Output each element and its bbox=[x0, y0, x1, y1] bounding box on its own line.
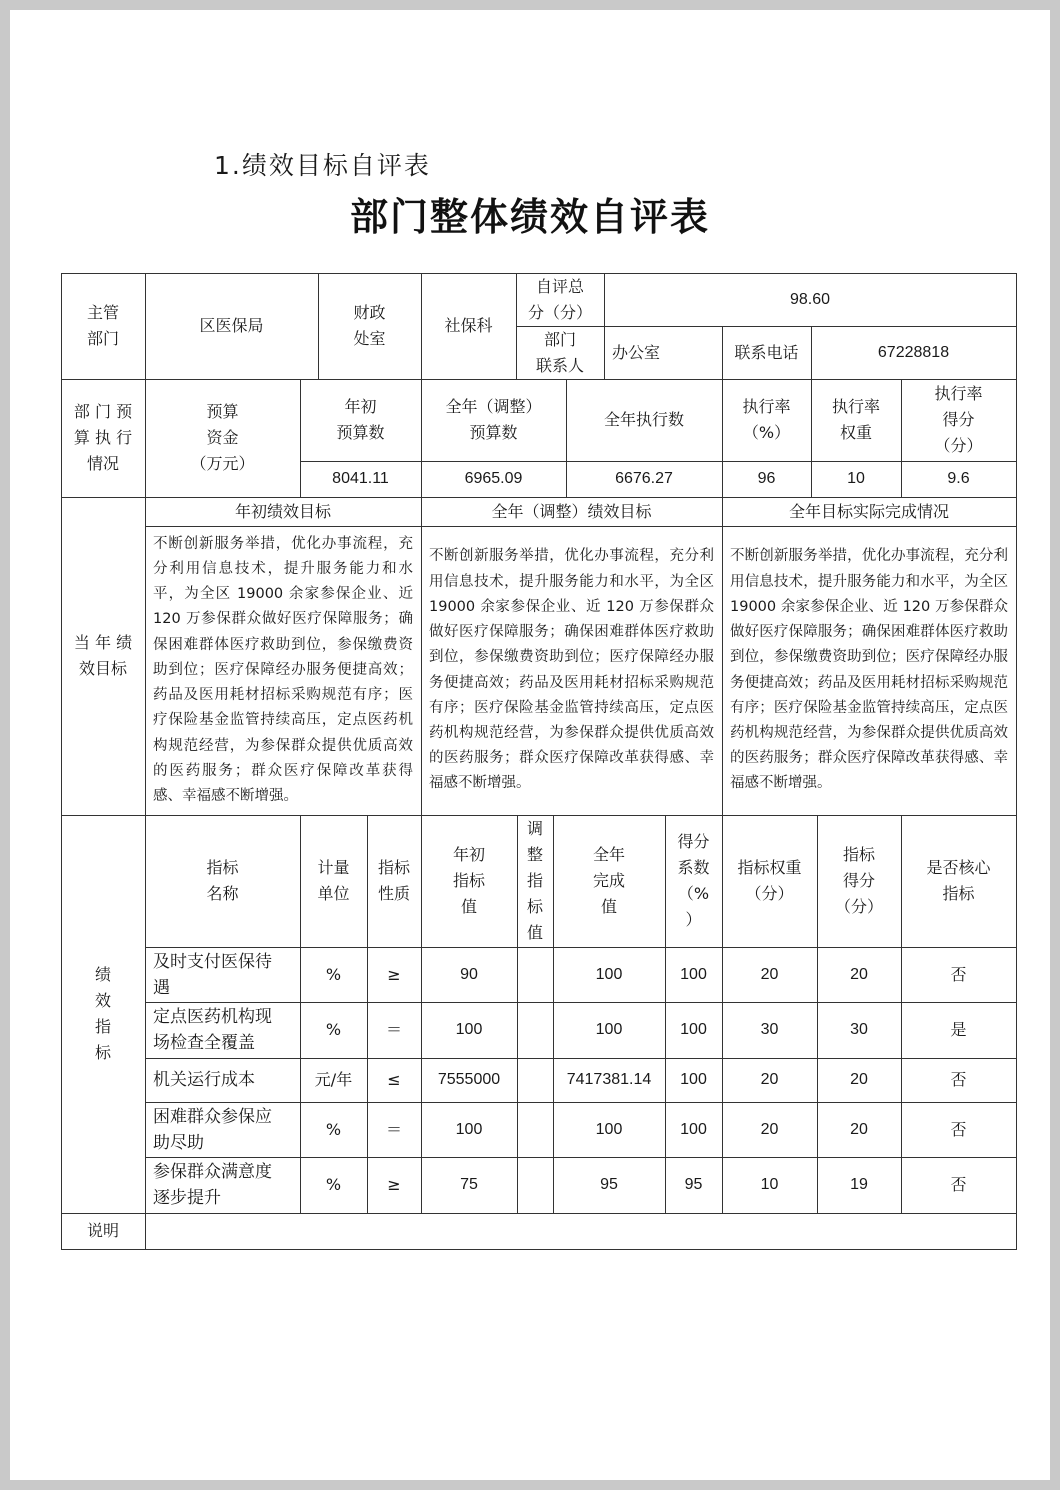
phone-label: 联系电话 bbox=[722, 326, 812, 380]
indicator-core: 否 bbox=[901, 1058, 1017, 1103]
budget-header-weight: 执行率 权重 bbox=[811, 379, 902, 462]
goals-header-initial: 年初绩效目标 bbox=[145, 497, 422, 527]
indicator-initial: 100 bbox=[421, 1002, 518, 1059]
indicator-adjusted bbox=[517, 1157, 554, 1214]
contact-label: 部门 联系人 bbox=[516, 326, 605, 380]
budget-value-weight: 10 bbox=[811, 461, 902, 498]
dept-label: 主管 部门 bbox=[61, 273, 146, 380]
indicator-score: 30 bbox=[817, 1002, 902, 1059]
indicator-coef: 100 bbox=[665, 947, 723, 1003]
ind-header-adjusted: 调 整 指 标 值 bbox=[517, 815, 554, 948]
indicator-coef: 95 bbox=[665, 1157, 723, 1214]
note-value bbox=[145, 1213, 1017, 1250]
score-label: 自评总 分（分） bbox=[516, 273, 605, 327]
budget-value-rate: 96 bbox=[722, 461, 812, 498]
ind-header-initial: 年初 指标 值 bbox=[421, 815, 518, 948]
indicator-actual: 100 bbox=[553, 947, 666, 1003]
indicator-adjusted bbox=[517, 947, 554, 1003]
ind-header-weight: 指标权重 （分） bbox=[722, 815, 818, 948]
indicator-score: 19 bbox=[817, 1157, 902, 1214]
indicator-score: 20 bbox=[817, 1102, 902, 1158]
budget-value-adjusted: 6965.09 bbox=[421, 461, 567, 498]
indicator-unit: % bbox=[300, 1157, 368, 1214]
budget-header-adjusted: 全年（调整） 预算数 bbox=[421, 379, 567, 462]
indicator-name: 及时支付医保待 遇 bbox=[145, 947, 301, 1003]
office-value: 社保科 bbox=[421, 273, 517, 380]
indicator-adjusted bbox=[517, 1002, 554, 1059]
indicator-adjusted bbox=[517, 1102, 554, 1158]
indicator-initial: 90 bbox=[421, 947, 518, 1003]
indicator-actual: 100 bbox=[553, 1102, 666, 1158]
ind-header-coef: 得分 系数 （% ） bbox=[665, 815, 723, 948]
indicator-name: 机关运行成本 bbox=[145, 1058, 301, 1103]
note-label: 说明 bbox=[61, 1213, 146, 1250]
indicator-score: 20 bbox=[817, 1058, 902, 1103]
indicator-weight: 20 bbox=[722, 1058, 818, 1103]
indicator-weight: 20 bbox=[722, 947, 818, 1003]
indicator-nature: ≥ bbox=[367, 1157, 422, 1214]
indicator-core: 是 bbox=[901, 1002, 1017, 1059]
goals-row-label: 当 年 绩 效目标 bbox=[61, 497, 146, 816]
indicator-weight: 10 bbox=[722, 1157, 818, 1214]
indicator-unit: 元/年 bbox=[300, 1058, 368, 1103]
ind-header-score: 指标 得分 （分） bbox=[817, 815, 902, 948]
goals-header-actual: 全年目标实际完成情况 bbox=[722, 497, 1017, 527]
indicator-core: 否 bbox=[901, 947, 1017, 1003]
indicator-weight: 30 bbox=[722, 1002, 818, 1059]
indicator-coef: 100 bbox=[665, 1102, 723, 1158]
section-heading: 1.绩效目标自评表 bbox=[214, 151, 431, 180]
page-title: 部门整体绩效自评表 bbox=[349, 194, 710, 239]
dept-value: 区医保局 bbox=[145, 273, 319, 380]
indicator-actual: 100 bbox=[553, 1002, 666, 1059]
score-value: 98.60 bbox=[604, 273, 1017, 327]
indicator-unit: % bbox=[300, 1102, 368, 1158]
ind-header-name: 指标 名称 bbox=[145, 815, 301, 948]
indicator-core: 否 bbox=[901, 1157, 1017, 1214]
indicator-actual: 95 bbox=[553, 1157, 666, 1214]
office-label: 财政 处室 bbox=[318, 273, 422, 380]
indicator-adjusted bbox=[517, 1058, 554, 1103]
indicator-name: 定点医药机构现 场检查全覆盖 bbox=[145, 1002, 301, 1059]
budget-header-initial: 年初 预算数 bbox=[300, 379, 422, 462]
indicator-coef: 100 bbox=[665, 1002, 723, 1059]
ind-header-core: 是否核心 指标 bbox=[901, 815, 1017, 948]
ind-header-actual: 全年 完成 值 bbox=[553, 815, 666, 948]
indicator-actual: 7417381.14 bbox=[553, 1058, 666, 1103]
indicator-nature: ＝ bbox=[367, 1102, 422, 1158]
budget-fund-label: 预算 资金 （万元） bbox=[145, 379, 301, 498]
indicator-unit: % bbox=[300, 947, 368, 1003]
indicator-initial: 100 bbox=[421, 1102, 518, 1158]
goals-actual-text: 不断创新服务举措，优化办事流程，充分利用信息技术，提升服务能力和水平，为全区 19000 余家参保企业、近 120 万参保群众做好医疗保障服务；确保困难群体医疗救助到位，参保缴费资助到位；医疗保障经办服务便捷高效；药品及医用耗材招标采购规范有序；医疗保险基金监管持续高压，定点医药机构规范经营，为参保群众提供优质高效的医药服务；群众医疗保障改革获得感、幸福感不断增强。 bbox=[722, 526, 1017, 816]
indicator-initial: 75 bbox=[421, 1157, 518, 1214]
budget-value-executed: 6676.27 bbox=[566, 461, 723, 498]
budget-row-label: 部 门 预 算 执 行 情况 bbox=[61, 379, 146, 498]
indicators-row-label: 绩 效 指 标 bbox=[61, 815, 146, 1214]
indicator-coef: 100 bbox=[665, 1058, 723, 1103]
budget-header-executed: 全年执行数 bbox=[566, 379, 723, 462]
indicator-name: 参保群众满意度 逐步提升 bbox=[145, 1157, 301, 1214]
budget-value-score: 9.6 bbox=[901, 461, 1017, 498]
indicator-initial: 7555000 bbox=[421, 1058, 518, 1103]
budget-header-score: 执行率 得分 （分） bbox=[901, 379, 1017, 462]
budget-value-initial: 8041.11 bbox=[300, 461, 422, 498]
indicator-score: 20 bbox=[817, 947, 902, 1003]
indicator-core: 否 bbox=[901, 1102, 1017, 1158]
goals-header-adjusted: 全年（调整）绩效目标 bbox=[421, 497, 723, 527]
indicator-name: 困难群众参保应 助尽助 bbox=[145, 1102, 301, 1158]
goals-adjusted-text: 不断创新服务举措，优化办事流程，充分利用信息技术，提升服务能力和水平，为全区 19000 余家参保企业、近 120 万参保群众做好医疗保障服务；确保困难群体医疗救助到位，参保缴费资助到位；医疗保障经办服务便捷高效；药品及医用耗材招标采购规范有序；医疗保险基金监管持续高压，定点医药机构规范经营，为参保群众提供优质高效的医药服务；群众医疗保障改革获得感、幸福感不断增强。 bbox=[421, 526, 723, 816]
ind-header-unit: 计量 单位 bbox=[300, 815, 368, 948]
ind-header-nature: 指标 性质 bbox=[367, 815, 422, 948]
indicator-nature: ＝ bbox=[367, 1002, 422, 1059]
indicator-nature: ≤ bbox=[367, 1058, 422, 1103]
contact-value: 办公室 bbox=[604, 326, 723, 380]
phone-value: 67228818 bbox=[811, 326, 1017, 380]
goals-initial-text: 不断创新服务举措，优化办事流程，充分利用信息技术，提升服务能力和水平，为全区 19000 余家参保企业、近 120 万参保群众做好医疗保障服务；确保困难群体医疗救助到位，参保缴费资助到位；医疗保障经办服务便捷高效；药品及医用耗材招标采购规范有序；医疗保险基金监管持续高压，定点医药机构规范经营，为参保群众提供优质高效的医药服务；群众医疗保障改革获得感、幸福感不断增强。 bbox=[145, 526, 422, 816]
indicator-weight: 20 bbox=[722, 1102, 818, 1158]
indicator-unit: % bbox=[300, 1002, 368, 1059]
indicator-nature: ≥ bbox=[367, 947, 422, 1003]
budget-header-rate: 执行率 （%） bbox=[722, 379, 812, 462]
